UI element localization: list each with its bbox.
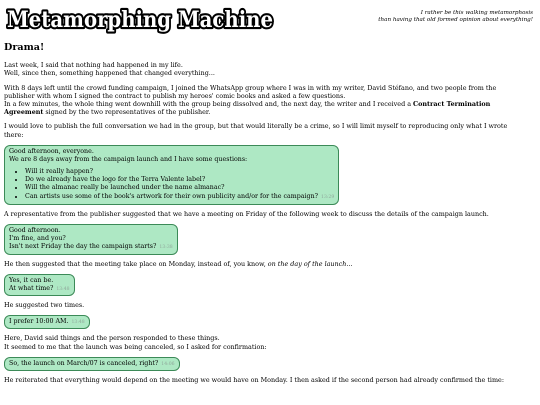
paragraph-line: Well, since then, something happened that changed everything... [4, 69, 215, 78]
paragraph-line: In a few minutes, the whole thing went downhill with the group being dissolved and, the next day, the writer and I received a [4, 100, 414, 109]
post-paragraph [4, 260, 524, 268]
post-paragraph: He reiterated that everything would depend on the meeting we would have on Monday. I then asked if the second person had already confirmed the time: [4, 375, 504, 384]
post-heading: Drama! [4, 42, 45, 53]
message-timestamp: 13:29 [321, 194, 335, 200]
chat-message [4, 145, 339, 205]
question-item: • Will it really happen? [25, 168, 334, 176]
message-text: At what time? [9, 284, 54, 292]
message-text: Isn't next Friday the day the campaign starts? [9, 243, 157, 251]
message-line: I'm fine, and you? [9, 235, 66, 243]
paragraph-text: ... [346, 259, 353, 268]
contract-termination-emphasis: Contract Termination Agreement [4, 100, 491, 117]
question-text: Can artists use some of the book's artwork for their own publicity and/or for the campaign? [25, 192, 319, 200]
site-title: Metamorphing Machine [7, 7, 273, 33]
question-list [25, 168, 334, 201]
site-motto [273, 10, 533, 25]
post-body [4, 61, 524, 384]
message-line [9, 243, 173, 251]
message-line: We are 8 days away from the campaign launch and I have some questions: [9, 155, 248, 163]
paragraph-line: Here, David said things and the person responded to these things. [4, 334, 220, 343]
chat-message [4, 274, 75, 296]
message-line [9, 318, 85, 326]
question-item: • Will the almanac really be launched under the name almanac? [25, 184, 334, 192]
chat-message [4, 224, 178, 255]
question-item: • Do we already have the logo for the Terra Valente label? [25, 176, 334, 184]
motto-line-2: than having that old formed opinion about everything! [378, 17, 533, 24]
message-line: Yes, it can be. [9, 276, 54, 284]
message-line: Good afternoon. [9, 226, 61, 234]
message-timestamp: 13:48 [56, 286, 70, 292]
paragraph-line: With 8 days left until the crowd funding campaign, I joined the WhatsApp group where I was in with my writer, David Stéfano, and two people from the publisher with whom I signed the contract to publish my heroes' comic books and asked a few questions. [4, 83, 497, 100]
message-text: I prefer 10:00 AM. [9, 318, 69, 326]
message-timestamp: 13:48 [71, 320, 85, 326]
message-text: So, the launch on March/07 is canceled, right? [9, 359, 159, 367]
paragraph-line: Last week, I said that nothing had happened in my life. [4, 61, 183, 70]
paragraph-emphasis: on the day of the launch [267, 259, 347, 268]
message-timestamp: 14:06 [161, 361, 175, 367]
paragraph-line: It seemed to me that the launch was being canceled, so I asked for confirmation: [4, 342, 267, 351]
motto-line-1: I rather be this walking metamorphosis [420, 10, 533, 16]
site-logo[interactable] [7, 6, 277, 32]
post-paragraph: A representative from the publisher suggested that we have a meeting on Friday of the following week to discuss the details of the campaign launch. [4, 209, 489, 218]
post-paragraph: I would love to publish the full conversation we had in the group, but that would literally be a crime, so I will limit myself to reproducing only what I wrote there: [4, 122, 508, 139]
chat-message [4, 315, 90, 329]
paragraph-text: He then suggested that the meeting take place on Monday, instead of, you know, [4, 259, 268, 268]
message-line [9, 285, 70, 293]
paragraph-line: signed by the two representatives of the publisher. [43, 108, 211, 117]
chat-message [4, 357, 180, 371]
message-timestamp: 13:38 [159, 245, 173, 251]
post-paragraph [4, 84, 524, 117]
site-header [4, 0, 536, 34]
message-line: Good afternoon, everyone. [9, 147, 94, 155]
post-paragraph [4, 334, 524, 350]
post-paragraph [4, 61, 524, 77]
question-item [25, 193, 334, 201]
message-line [9, 360, 175, 368]
post-paragraph: He suggested two times. [4, 301, 85, 310]
